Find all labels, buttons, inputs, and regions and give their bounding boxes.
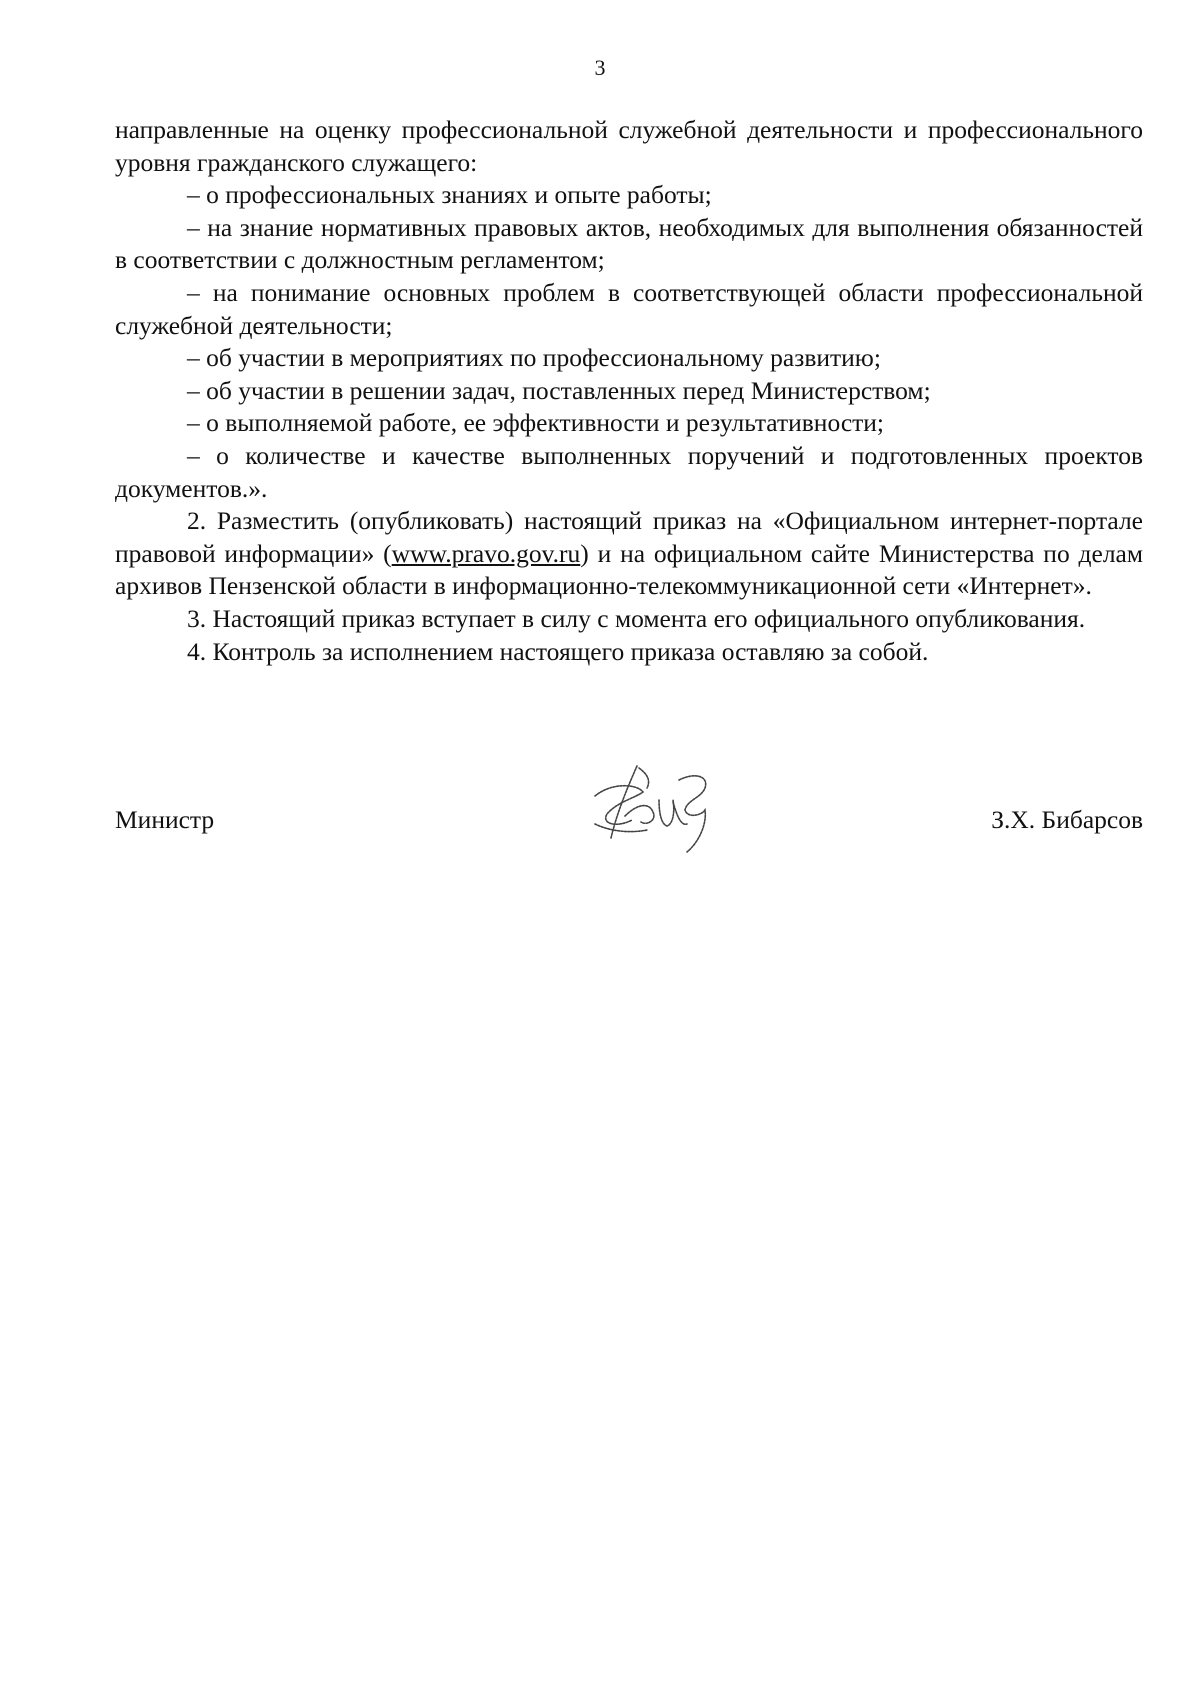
document-body bbox=[115, 114, 1143, 668]
signatory-title: Министр bbox=[115, 805, 215, 834]
list-item-tasks: – об участии в решении задач, поставленных перед Министерством; bbox=[187, 375, 931, 405]
list-item-work: – о выполняемой работе, ее эффективности и результативности; bbox=[187, 408, 885, 438]
page-number: 3 bbox=[594, 55, 606, 80]
paragraph-control: 4. Контроль за исполнением настоящего приказа оставляю за собой. bbox=[187, 636, 929, 666]
publish-text-before: 2. Разместить (опубликовать) настоящий приказ на «Официальном интернет-портале правовой информации» ( bbox=[115, 506, 1143, 568]
handwritten-signature bbox=[577, 754, 727, 864]
paragraph-effective: 3. Настоящий приказ вступает в силу с момента его официального опубликования. bbox=[187, 603, 1086, 633]
signatory-name: З.Х. Бибарсов bbox=[991, 805, 1143, 834]
paragraph-publish bbox=[115, 505, 1143, 603]
signature-block bbox=[115, 768, 1143, 908]
pravo-link[interactable]: www.pravo.gov.ru bbox=[391, 538, 581, 568]
list-item-legal-acts: – на знание нормативных правовых актов, необходимых для выполнения обязанностей в соответствии с должностным регламентом; bbox=[115, 212, 1143, 275]
list-item-knowledge: – о профессиональных знаниях и опыте работы; bbox=[187, 180, 712, 210]
paragraph-intro: направленные на оценку профессиональной служебной деятельности и профессионального уровня гражданского служащего: bbox=[115, 115, 1143, 177]
publish-text-after: ) и на официальном сайте Министерства по делам архивов Пензенской области в информационно-телекоммуникационной сети «Интернет». bbox=[115, 538, 1144, 601]
list-item-problems: – на понимание основных проблем в соответствующей области профессиональной служебной деятельности; bbox=[115, 277, 1143, 340]
list-item-assignments: – о количестве и качестве выполненных поручений и подготовленных проектов документов.». bbox=[115, 440, 1143, 503]
list-item-development: – об участии в мероприятиях по профессиональному развитию; bbox=[187, 343, 881, 373]
